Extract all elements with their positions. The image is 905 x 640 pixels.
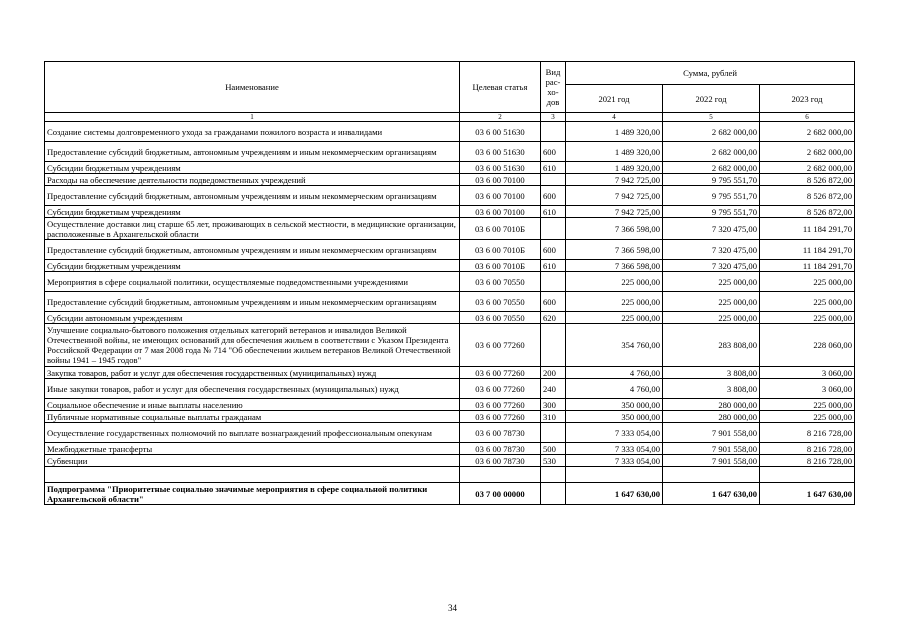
row-sum-2022-cell: 2 682 000,00	[663, 142, 760, 162]
column-index: 4	[566, 113, 663, 122]
row-expense-kind-cell	[541, 423, 566, 443]
table-row	[45, 142, 855, 162]
row-name-cell: Предоставление субсидий бюджетным, автономным учреждениям и иным некоммерческим организациям	[45, 186, 460, 206]
row-sum-2022-cell: 225 000,00	[663, 272, 760, 292]
row-target-article-cell: 03 6 00 78730	[460, 443, 541, 455]
table-row	[45, 260, 855, 272]
row-sum-2021-cell: 7 366 598,00	[566, 240, 663, 260]
row-sum-2022-cell: 3 808,00	[663, 379, 760, 399]
row-expense-kind-cell: 300	[541, 399, 566, 411]
row-sum-2023-cell: 2 682 000,00	[760, 122, 855, 142]
row-target-article-cell: 03 6 00 7010Б	[460, 240, 541, 260]
row-sum-2022-cell: 9 795 551,70	[663, 206, 760, 218]
table-row	[45, 324, 855, 367]
row-expense-kind-cell: 530	[541, 455, 566, 467]
row-expense-kind-cell: 620	[541, 312, 566, 324]
table-row	[45, 312, 855, 324]
row-name-cell: Улучшение социально-бытового положения отдельных категорий ветеранов и инвалидов Великой Отечественной войны, не имеющих оснований для обеспечения жильем в соответствии с Указом Президента Российской Федерации от 7 мая 2008 года № 714 "Об обеспечении жильем ветеранов Великой Отечественной войны 1941 – 1945 годов"	[45, 324, 460, 367]
header-sum: Сумма, рублей	[566, 62, 855, 85]
row-sum-2021-cell: 1 489 320,00	[566, 122, 663, 142]
row-sum-2023-cell: 8 216 728,00	[760, 455, 855, 467]
row-sum-2021-cell: 225 000,00	[566, 312, 663, 324]
table-row	[45, 240, 855, 260]
column-index: 2	[460, 113, 541, 122]
row-name-cell: Субвенции	[45, 455, 460, 467]
row-target-article-cell: 03 6 00 78730	[460, 423, 541, 443]
header-expense-kind: Вид рас-хо-дов	[541, 62, 566, 113]
row-expense-kind-cell: 610	[541, 206, 566, 218]
table-row	[45, 411, 855, 423]
row-sum-2022-cell: 2 682 000,00	[663, 162, 760, 174]
row-expense-kind-cell: 610	[541, 260, 566, 272]
row-name-cell: Субсидии бюджетным учреждениям	[45, 260, 460, 272]
row-sum-2021-cell: 7 333 054,00	[566, 443, 663, 455]
row-sum-2021-cell: 4 760,00	[566, 367, 663, 379]
page-number: 34	[448, 603, 457, 613]
row-expense-kind-cell	[541, 218, 566, 240]
row-sum-2021-cell: 1 489 320,00	[566, 142, 663, 162]
table-row	[45, 455, 855, 467]
budget-table	[44, 61, 855, 505]
row-sum-2021-cell: 354 760,00	[566, 324, 663, 367]
row-name-cell: Предоставление субсидий бюджетным, автономным учреждениям и иным некоммерческим организациям	[45, 240, 460, 260]
row-sum-2023-cell: 225 000,00	[760, 272, 855, 292]
row-sum-2022-cell: 280 000,00	[663, 411, 760, 423]
row-sum-2023-cell: 1 647 630,00	[760, 483, 855, 505]
row-target-article-cell: 03 6 00 77260	[460, 399, 541, 411]
subprogram-row	[45, 483, 855, 505]
row-sum-2023-cell: 228 060,00	[760, 324, 855, 367]
row-sum-2022-cell: 2 682 000,00	[663, 122, 760, 142]
row-name-cell: Межбюджетные трансферты	[45, 443, 460, 455]
header-year-2021: 2021 год	[566, 85, 663, 113]
table-row	[45, 174, 855, 186]
table-row	[45, 292, 855, 312]
row-sum-2022-cell: 9 795 551,70	[663, 186, 760, 206]
row-name-cell: Подпрограмма "Приоритетные социально значимые мероприятия в сфере социальной политики Архангельской области"	[45, 483, 460, 505]
row-expense-kind-cell	[541, 272, 566, 292]
row-name-cell: Субсидии автономным учреждениям	[45, 312, 460, 324]
row-sum-2022-cell: 7 320 475,00	[663, 240, 760, 260]
row-sum-2023-cell: 8 526 872,00	[760, 186, 855, 206]
row-expense-kind-cell: 310	[541, 411, 566, 423]
row-target-article-cell: 03 6 00 70550	[460, 292, 541, 312]
row-expense-kind-cell	[541, 122, 566, 142]
row-target-article-cell: 03 6 00 70100	[460, 206, 541, 218]
row-target-article-cell: 03 6 00 77260	[460, 324, 541, 367]
row-target-article-cell: 03 6 00 7010Б	[460, 260, 541, 272]
row-expense-kind-cell: 610	[541, 162, 566, 174]
row-sum-2023-cell: 3 060,00	[760, 379, 855, 399]
row-sum-2022-cell: 7 320 475,00	[663, 260, 760, 272]
column-index-row	[45, 113, 855, 122]
table-row	[45, 423, 855, 443]
row-sum-2023-cell: 8 216 728,00	[760, 423, 855, 443]
row-sum-2022-cell: 7 901 558,00	[663, 455, 760, 467]
row-expense-kind-cell: 600	[541, 240, 566, 260]
row-name-cell: Иные закупки товаров, работ и услуг для обеспечения государственных (муниципальных) нужд	[45, 379, 460, 399]
row-sum-2023-cell: 225 000,00	[760, 292, 855, 312]
row-sum-2021-cell: 350 000,00	[566, 399, 663, 411]
row-name-cell: Социальное обеспечение и иные выплаты населению	[45, 399, 460, 411]
row-sum-2021-cell: 7 942 725,00	[566, 206, 663, 218]
row-expense-kind-cell: 600	[541, 186, 566, 206]
row-sum-2022-cell: 7 320 475,00	[663, 218, 760, 240]
row-target-article-cell: 03 6 00 7010Б	[460, 218, 541, 240]
row-sum-2021-cell: 7 333 054,00	[566, 423, 663, 443]
table-row	[45, 162, 855, 174]
row-name-cell: Субсидии бюджетным учреждениям	[45, 206, 460, 218]
column-index: 3	[541, 113, 566, 122]
row-name-cell: Осуществление доставки лиц старше 65 лет, проживающих в сельской местности, в медицинские организации, расположенные в Архангельской области	[45, 218, 460, 240]
row-sum-2022-cell: 283 808,00	[663, 324, 760, 367]
row-sum-2021-cell: 4 760,00	[566, 379, 663, 399]
row-name-cell	[45, 467, 460, 483]
row-sum-2021-cell: 225 000,00	[566, 292, 663, 312]
row-sum-2021-cell: 7 942 725,00	[566, 186, 663, 206]
row-name-cell: Создание системы долговременного ухода за гражданами пожилого возраста и инвалидами	[45, 122, 460, 142]
table-row	[45, 122, 855, 142]
row-sum-2023-cell: 2 682 000,00	[760, 142, 855, 162]
row-sum-2023-cell: 225 000,00	[760, 411, 855, 423]
row-expense-kind-cell	[541, 467, 566, 483]
row-sum-2021-cell: 7 942 725,00	[566, 174, 663, 186]
table-row	[45, 443, 855, 455]
row-expense-kind-cell: 200	[541, 367, 566, 379]
table-row	[45, 379, 855, 399]
row-sum-2023-cell: 11 184 291,70	[760, 260, 855, 272]
table-row	[45, 218, 855, 240]
row-target-article-cell	[460, 467, 541, 483]
column-index: 6	[760, 113, 855, 122]
row-target-article-cell: 03 6 00 51630	[460, 122, 541, 142]
row-target-article-cell: 03 6 00 77260	[460, 411, 541, 423]
row-sum-2022-cell: 9 795 551,70	[663, 174, 760, 186]
header-year-2022: 2022 год	[663, 85, 760, 113]
row-sum-2022-cell: 225 000,00	[663, 312, 760, 324]
row-name-cell: Осуществление государственных полномочий по выплате вознаграждений профессиональным опекунам	[45, 423, 460, 443]
table-row	[45, 399, 855, 411]
row-expense-kind-cell	[541, 174, 566, 186]
table-row	[45, 206, 855, 218]
row-sum-2022-cell: 7 901 558,00	[663, 423, 760, 443]
row-expense-kind-cell	[541, 324, 566, 367]
row-name-cell: Мероприятия в сфере социальной политики, осуществляемые подведомственными учреждениями	[45, 272, 460, 292]
row-sum-2022-cell: 1 647 630,00	[663, 483, 760, 505]
row-target-article-cell: 03 6 00 70100	[460, 186, 541, 206]
row-target-article-cell: 03 6 00 51630	[460, 162, 541, 174]
row-sum-2022-cell: 3 808,00	[663, 367, 760, 379]
row-sum-2021-cell: 350 000,00	[566, 411, 663, 423]
row-sum-2021-cell: 1 489 320,00	[566, 162, 663, 174]
row-name-cell: Расходы на обеспечение деятельности подведомственных учреждений	[45, 174, 460, 186]
row-sum-2023-cell	[760, 467, 855, 483]
row-name-cell: Предоставление субсидий бюджетным, автономным учреждениям и иным некоммерческим организациям	[45, 142, 460, 162]
row-sum-2021-cell: 225 000,00	[566, 272, 663, 292]
row-expense-kind-cell: 240	[541, 379, 566, 399]
row-sum-2023-cell: 225 000,00	[760, 399, 855, 411]
row-sum-2023-cell: 2 682 000,00	[760, 162, 855, 174]
row-sum-2021-cell: 7 333 054,00	[566, 455, 663, 467]
row-target-article-cell: 03 6 00 77260	[460, 367, 541, 379]
table-row	[45, 272, 855, 292]
row-sum-2021-cell: 7 366 598,00	[566, 218, 663, 240]
row-expense-kind-cell: 600	[541, 292, 566, 312]
row-target-article-cell: 03 6 00 77260	[460, 379, 541, 399]
row-sum-2023-cell: 8 526 872,00	[760, 174, 855, 186]
row-name-cell: Предоставление субсидий бюджетным, автономным учреждениям и иным некоммерческим организациям	[45, 292, 460, 312]
row-sum-2023-cell: 3 060,00	[760, 367, 855, 379]
row-sum-2021-cell	[566, 467, 663, 483]
row-expense-kind-cell	[541, 483, 566, 505]
row-sum-2021-cell: 1 647 630,00	[566, 483, 663, 505]
row-target-article-cell: 03 6 00 70550	[460, 312, 541, 324]
table-row	[45, 186, 855, 206]
row-sum-2022-cell: 225 000,00	[663, 292, 760, 312]
column-index: 5	[663, 113, 760, 122]
row-sum-2023-cell: 11 184 291,70	[760, 240, 855, 260]
row-target-article-cell: 03 6 00 70100	[460, 174, 541, 186]
row-sum-2023-cell: 225 000,00	[760, 312, 855, 324]
header-year-2023: 2023 год	[760, 85, 855, 113]
row-sum-2022-cell	[663, 467, 760, 483]
row-sum-2021-cell: 7 366 598,00	[566, 260, 663, 272]
row-sum-2022-cell: 7 901 558,00	[663, 443, 760, 455]
row-expense-kind-cell: 500	[541, 443, 566, 455]
row-expense-kind-cell: 600	[541, 142, 566, 162]
row-target-article-cell: 03 6 00 51630	[460, 142, 541, 162]
table-body	[45, 122, 855, 505]
row-name-cell: Субсидии бюджетным учреждениям	[45, 162, 460, 174]
spacer-row	[45, 467, 855, 483]
header-target-article: Целевая статья	[460, 62, 541, 113]
table-row	[45, 367, 855, 379]
row-name-cell: Закупка товаров, работ и услуг для обеспечения государственных (муниципальных) нужд	[45, 367, 460, 379]
row-sum-2023-cell: 8 526 872,00	[760, 206, 855, 218]
row-name-cell: Публичные нормативные социальные выплаты гражданам	[45, 411, 460, 423]
header-name: Наименование	[45, 62, 460, 113]
row-target-article-cell: 03 6 00 70550	[460, 272, 541, 292]
row-sum-2023-cell: 8 216 728,00	[760, 443, 855, 455]
row-sum-2023-cell: 11 184 291,70	[760, 218, 855, 240]
row-target-article-cell: 03 6 00 78730	[460, 455, 541, 467]
column-index: 1	[45, 113, 460, 122]
row-target-article-cell: 03 7 00 00000	[460, 483, 541, 505]
row-sum-2022-cell: 280 000,00	[663, 399, 760, 411]
